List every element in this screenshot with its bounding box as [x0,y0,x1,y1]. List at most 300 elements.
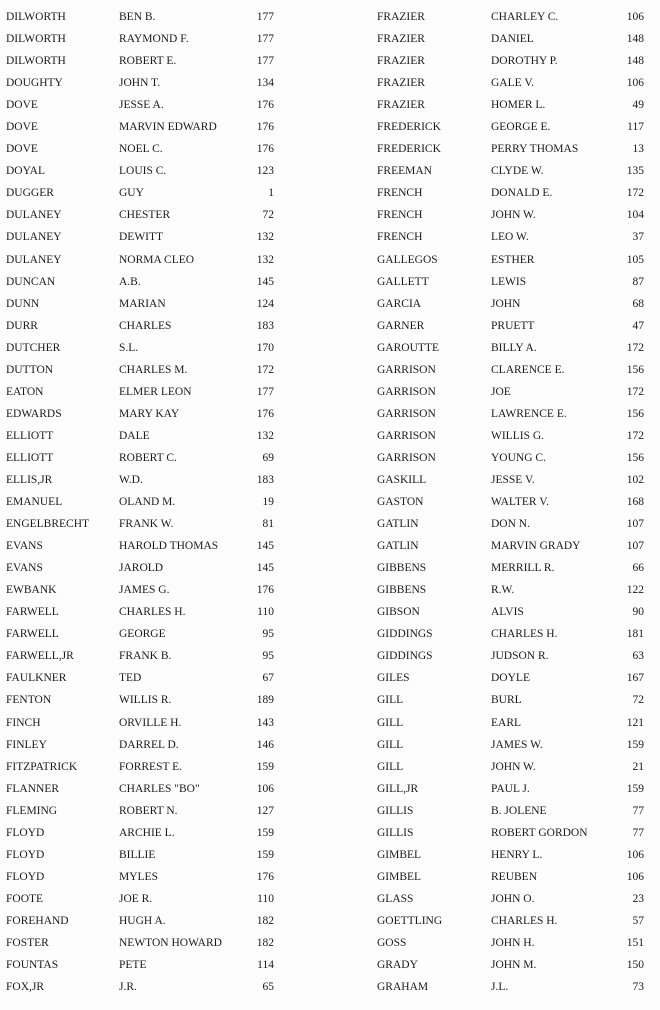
name-row [6,888,278,910]
first-name: CHARLES H. [491,628,558,641]
first-name: ROBERT E. [119,55,177,68]
last-name: GARRISON [377,429,436,442]
last-name: GILL [377,716,404,729]
name-row [377,888,647,910]
first-name: OLAND M. [119,496,176,509]
first-name: MARY KAY [119,407,180,420]
reference-number: 145 [256,275,274,288]
reference-number: 106 [626,11,644,23]
reference-number: 72 [262,209,274,222]
name-row [6,954,278,976]
reference-number: 68 [632,297,644,310]
reference-number: 135 [626,165,644,178]
last-name: GARNER [377,319,425,332]
name-row [6,734,278,756]
name-row [377,469,647,491]
first-name: JESSE V. [491,473,535,486]
name-row [6,160,278,182]
name-row [377,778,647,800]
first-name: CHARLES H. [119,606,186,619]
name-row [6,800,278,822]
first-name: ROBERT GORDON [491,826,588,839]
last-name: DOUGHTY [6,77,63,90]
name-row [377,491,647,513]
last-name: GATLIN [377,518,419,531]
name-row [377,579,647,601]
first-name: ROBERT C. [119,451,177,464]
reference-number: 172 [626,187,644,200]
name-row [377,689,647,711]
first-name: JOHN O. [491,892,535,905]
reference-number: 37 [632,231,644,244]
last-name: DUTTON [6,363,54,376]
name-row [6,491,278,513]
reference-number: 107 [626,518,644,531]
name-row [6,579,278,601]
first-name: JOHN W. [491,209,536,222]
first-name: S.L. [119,341,139,354]
last-name: GRAHAM [377,981,429,994]
last-name: DILWORTH [6,33,66,46]
reference-number: 176 [256,870,274,883]
reference-number: 127 [256,804,274,817]
last-name: FLOYD [6,826,45,839]
reference-number: 159 [256,826,274,839]
last-name: FARWELL [6,606,59,619]
first-name: NEWTON HOWARD [119,936,222,949]
last-name: GOSS [377,936,407,949]
name-row [6,822,278,844]
first-name: BURL [491,694,522,707]
first-name: JOHN T. [119,77,161,90]
reference-number: 181 [626,628,644,641]
reference-number: 177 [256,11,274,23]
name-row [377,50,647,72]
last-name: GATLIN [377,540,419,553]
name-row [6,204,278,226]
name-row [377,271,647,293]
last-name: FLOYD [6,848,45,861]
name-row [377,535,647,557]
last-name: DULANEY [6,209,62,222]
reference-number: 110 [257,892,274,905]
first-name: CHESTER [119,209,171,222]
reference-number: 132 [256,231,274,244]
last-name: FOX,JR [6,981,45,994]
last-name: GIBBENS [377,562,427,575]
last-name: ELLIOTT [6,451,54,464]
name-row [6,315,278,337]
name-row [377,138,647,160]
first-name: GEORGE E. [491,121,551,134]
name-row [6,359,278,381]
reference-number: 132 [256,429,274,442]
reference-number: 172 [626,385,644,398]
first-name: R.W. [491,584,515,597]
reference-number: 182 [256,914,274,927]
name-row [6,932,278,954]
name-row [6,72,278,94]
name-row [6,712,278,734]
reference-number: 182 [256,936,274,949]
last-name: DOVE [6,99,38,112]
reference-number: 176 [256,99,274,112]
first-name: HAROLD THOMAS [119,540,219,553]
last-name: FOREHAND [6,914,69,927]
last-name: GLASS [377,892,414,905]
first-name: ARCHIE L. [119,826,175,839]
reference-number: 106 [626,870,644,883]
first-name: DOYLE [491,672,530,685]
name-row [377,645,647,667]
reference-number: 159 [626,782,644,795]
first-name: GEORGE [119,628,166,641]
name-row [6,866,278,888]
last-name: GILL [377,694,404,707]
last-name: ENGELBRECHT [6,518,90,531]
reference-number: 67 [262,672,274,685]
first-name: HUGH A. [119,914,166,927]
reference-number: 104 [626,209,644,222]
reference-number: 106 [626,848,644,861]
first-name: CHARLES "BO" [119,782,200,795]
reference-number: 49 [632,99,644,112]
last-name: GALLEGOS [377,253,438,266]
first-name: LOUIS C. [119,165,167,178]
last-name: FARWELL,JR [6,650,74,663]
last-name: DURR [6,319,38,332]
name-row [6,469,278,491]
first-name: LAWRENCE E. [491,407,567,420]
name-row [6,557,278,579]
last-name: DILWORTH [6,11,66,23]
first-name: JAMES G. [119,584,170,597]
last-name: GARRISON [377,385,436,398]
first-name: RAYMOND F. [119,33,189,46]
first-name: JOHN W. [491,760,536,773]
last-name: EVANS [6,562,43,575]
first-name: BILLIE [119,848,156,861]
last-name: FARWELL [6,628,59,641]
reference-number: 77 [632,804,644,817]
name-row [6,623,278,645]
last-name: DOYAL [6,165,45,178]
last-name: GILL,JR [377,782,419,795]
name-row [377,28,647,50]
name-row [377,932,647,954]
reference-number: 121 [626,716,644,729]
name-row [377,72,647,94]
first-name: W.D. [119,473,143,486]
name-row [6,910,278,932]
name-row [377,513,647,535]
reference-number: 172 [256,363,274,376]
name-row [377,601,647,623]
name-row [6,249,278,271]
first-name: DARREL D. [119,738,179,751]
name-row [6,976,278,998]
first-name: LEWIS [491,275,527,288]
last-name: DUGGER [6,187,54,200]
first-name: CLARENCE E. [491,363,565,376]
last-name: FENTON [6,694,52,707]
reference-number: 145 [256,562,274,575]
first-name: TED [119,672,142,685]
reference-number: 73 [632,981,644,994]
reference-number: 81 [262,518,274,531]
first-name: ALVIS [491,606,524,619]
last-name: FOUNTAS [6,959,59,972]
last-name: DILWORTH [6,55,66,68]
reference-number: 87 [632,275,644,288]
first-name: NORMA CLEO [119,253,195,266]
reference-number: 176 [256,121,274,134]
reference-number: 148 [626,55,644,68]
reference-number: 102 [626,473,644,486]
reference-number: 13 [632,143,644,156]
first-name: DON N. [491,518,530,531]
first-name: A.B. [119,275,141,288]
first-name: JOHN M. [491,959,537,972]
name-row [377,425,647,447]
reference-number: 170 [256,341,274,354]
name-row [6,667,278,689]
first-name: YOUNG C. [491,451,546,464]
last-name: GIBBENS [377,584,427,597]
last-name: GALLETT [377,275,429,288]
last-name: GASTON [377,496,424,509]
right-name-column [377,6,647,998]
reference-number: 150 [626,959,644,972]
first-name: J.L. [491,981,509,994]
first-name: JUDSON R. [491,650,549,663]
reference-number: 69 [262,451,274,464]
last-name: GILL [377,738,404,751]
first-name: EARL [491,716,522,729]
last-name: FRENCH [377,209,423,222]
last-name: EWBANK [6,584,57,597]
reference-number: 134 [256,77,274,90]
reference-number: 21 [632,760,644,773]
name-row [6,182,278,204]
name-row [6,535,278,557]
last-name: GARCIA [377,297,422,310]
last-name: FINLEY [6,738,47,751]
name-row [377,954,647,976]
reference-number: 110 [257,606,274,619]
name-row [377,381,647,403]
name-row [377,712,647,734]
reference-number: 107 [626,540,644,553]
last-name: FRAZIER [377,55,425,68]
last-name: ELLIOTT [6,429,54,442]
reference-number: 117 [627,121,644,134]
first-name: MYLES [119,870,158,883]
name-row [377,359,647,381]
name-row [6,94,278,116]
name-row [377,116,647,138]
name-row [6,844,278,866]
last-name: GIBSON [377,606,420,619]
reference-number: 156 [626,407,644,420]
name-row [6,6,278,28]
last-name: FRENCH [377,231,423,244]
name-row [6,271,278,293]
reference-number: 19 [262,496,274,509]
last-name: FAULKNER [6,672,67,685]
last-name: GIMBEL [377,870,422,883]
last-name: GASKILL [377,473,427,486]
first-name: B. JOLENE [491,804,547,817]
last-name: DULANEY [6,231,62,244]
last-name: GARRISON [377,451,436,464]
reference-number: 114 [257,959,274,972]
name-row [377,204,647,226]
last-name: EATON [6,385,44,398]
reference-number: 23 [632,892,644,905]
first-name: DOROTHY P. [491,55,558,68]
left-name-column [6,6,278,998]
name-row [377,315,647,337]
name-row [377,910,647,932]
first-name: LEO W. [491,231,529,244]
last-name: FINCH [6,716,41,729]
last-name: FLOYD [6,870,45,883]
reference-number: 167 [626,672,644,685]
name-row [6,50,278,72]
name-row [6,601,278,623]
last-name: FREDERICK [377,121,441,134]
name-row [377,667,647,689]
reference-number: 159 [256,760,274,773]
name-row [377,94,647,116]
name-row [377,822,647,844]
last-name: GILLIS [377,804,414,817]
first-name: WILLIS R. [119,694,172,707]
reference-number: 168 [626,496,644,509]
name-row [377,623,647,645]
reference-number: 183 [256,473,274,486]
reference-number: 156 [626,363,644,376]
reference-number: 66 [632,562,644,575]
name-row [6,116,278,138]
reference-number: 106 [256,782,274,795]
name-row [377,844,647,866]
first-name: CHARLES [119,319,172,332]
last-name: GILES [377,672,410,685]
name-row [377,6,647,28]
last-name: EVANS [6,540,43,553]
name-row [6,756,278,778]
reference-number: 63 [632,650,644,663]
first-name: PAUL J. [491,782,530,795]
reference-number: 177 [256,385,274,398]
name-row [377,226,647,248]
name-row [377,866,647,888]
last-name: DUTCHER [6,341,61,354]
first-name: CLYDE W. [491,165,544,178]
last-name: DOVE [6,121,38,134]
last-name: FRAZIER [377,99,425,112]
first-name: FRANK B. [119,650,172,663]
name-row [6,226,278,248]
first-name: ESTHER [491,253,535,266]
last-name: FOSTER [6,936,49,949]
last-name: FITZPATRICK [6,760,78,773]
name-row [377,403,647,425]
name-row [377,557,647,579]
reference-number: 176 [256,584,274,597]
first-name: CHARLES H. [491,914,558,927]
name-row [6,28,278,50]
first-name: HENRY L. [491,848,543,861]
first-name: DONALD E. [491,187,553,200]
last-name: FREDERICK [377,143,441,156]
name-row [6,689,278,711]
first-name: PETE [119,959,147,972]
name-row [6,778,278,800]
first-name: JAMES W. [491,738,543,751]
last-name: GOETTLING [377,914,443,927]
first-name: MARVIN EDWARD [119,121,217,134]
last-name: GILL [377,760,404,773]
first-name: MERRILL R. [491,562,555,575]
first-name: HOMER L. [491,99,546,112]
first-name: CHARLEY C. [491,11,559,23]
last-name: GAROUTTE [377,341,439,354]
first-name: MARVIN GRADY [491,540,581,553]
first-name: FRANK W. [119,518,174,531]
last-name: DUNN [6,297,40,310]
first-name: JAROLD [119,562,164,575]
last-name: FREEMAN [377,165,432,178]
name-row [377,182,647,204]
last-name: FRAZIER [377,77,425,90]
reference-number: 95 [262,628,274,641]
first-name: J.R. [119,981,137,994]
reference-number: 176 [256,143,274,156]
name-row [6,293,278,315]
last-name: DOVE [6,143,38,156]
first-name: MARIAN [119,297,166,310]
name-row [6,447,278,469]
first-name: WALTER V. [491,496,549,509]
last-name: GIDDINGS [377,628,433,641]
first-name: BEN B. [119,11,156,23]
reference-number: 177 [256,33,274,46]
first-name: ROBERT N. [119,804,178,817]
name-row [6,381,278,403]
last-name: GIMBEL [377,848,422,861]
last-name: FOOTE [6,892,44,905]
name-row [377,160,647,182]
name-row [6,513,278,535]
first-name: JOHN H. [491,936,535,949]
first-name: DALE [119,429,150,442]
reference-number: 145 [256,540,274,553]
first-name: CHARLES M. [119,363,188,376]
reference-number: 148 [626,33,644,46]
first-name: PERRY THOMAS [491,143,579,156]
last-name: FRAZIER [377,11,425,23]
name-row [377,800,647,822]
reference-number: 65 [262,981,274,994]
last-name: FRENCH [377,187,423,200]
first-name: JOE R. [119,892,153,905]
last-name: FLANNER [6,782,60,795]
reference-number: 105 [626,253,644,266]
first-name: FORREST E. [119,760,183,773]
